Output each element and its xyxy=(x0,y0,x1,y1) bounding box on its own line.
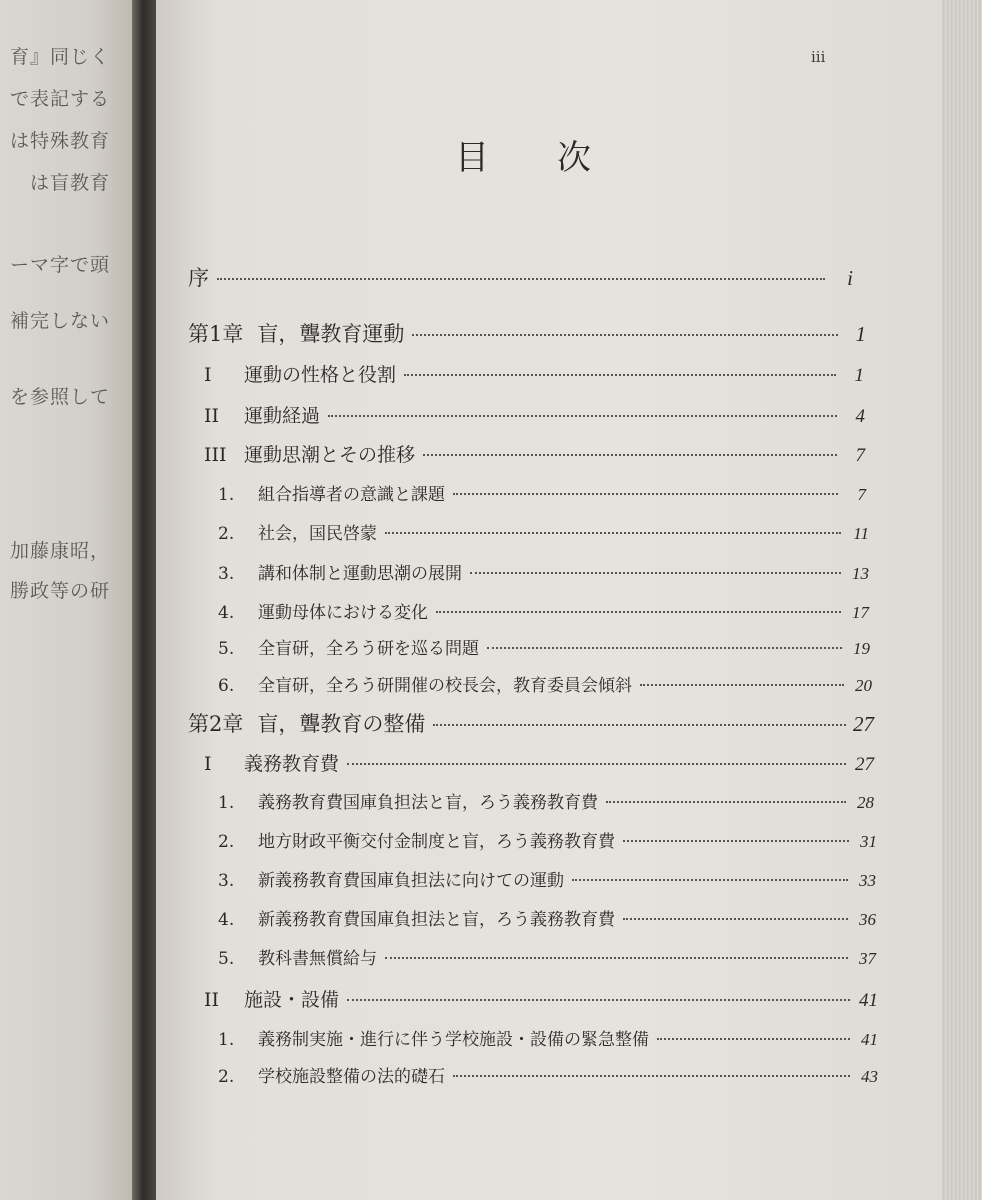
item-title: 新義務教育費国庫負担法に向けての運動 xyxy=(258,871,564,891)
left-page-line: 勝政等の研 xyxy=(9,580,110,602)
page-number: iii xyxy=(811,48,826,66)
dot-leader xyxy=(453,1075,850,1077)
section-title: 運動の性格と役割 xyxy=(244,364,397,386)
item-title: 組合指導者の意識と課題 xyxy=(258,485,445,505)
item-title: 社会，国民啓蒙 xyxy=(258,524,377,544)
item-title: 教科書無償給与 xyxy=(258,949,377,969)
item-number: 6. xyxy=(218,676,235,696)
dot-leader xyxy=(657,1038,850,1040)
item-title: 新義務教育費国庫負担法と盲，ろう義務教育費 xyxy=(258,910,615,930)
book-gutter xyxy=(132,0,156,1200)
toc-title: 目次 xyxy=(455,138,659,178)
toc-page-number: 13 xyxy=(852,564,869,583)
toc-page-number: i xyxy=(847,266,853,290)
item-title: 講和体制と運動思潮の展開 xyxy=(258,564,462,584)
item-number: 2. xyxy=(218,832,235,852)
item-number: 3. xyxy=(218,564,235,584)
toc-item xyxy=(218,866,876,891)
toc-page-number: 31 xyxy=(860,832,877,851)
dot-leader xyxy=(453,493,838,495)
section-number: II xyxy=(204,405,220,427)
item-title: 義務教育費国庫負担法と盲，ろう義務教育費 xyxy=(258,793,598,813)
dot-leader xyxy=(404,374,836,376)
item-number: 5. xyxy=(218,639,235,659)
toc-page-number: 27 xyxy=(853,712,874,736)
toc-page-number: 43 xyxy=(861,1067,878,1086)
toc-item xyxy=(218,788,874,813)
toc-section xyxy=(204,360,864,387)
toc-page-number: 33 xyxy=(859,871,876,890)
item-number: 4. xyxy=(218,910,235,930)
item-title: 学校施設整備の法的礎石 xyxy=(258,1067,445,1087)
item-number: 2. xyxy=(218,524,235,544)
left-facing-page xyxy=(0,0,132,1200)
section-title: 運動思潮とその推移 xyxy=(244,444,416,466)
toc-page-number: 1 xyxy=(854,365,864,386)
toc-item xyxy=(218,634,870,659)
toc-item xyxy=(218,519,869,544)
item-number: 3. xyxy=(218,871,235,891)
chapter-number: 第2章 xyxy=(188,712,244,736)
dot-leader xyxy=(347,763,846,765)
dot-leader xyxy=(470,572,841,574)
toc-page-number: 17 xyxy=(852,603,869,622)
toc-item xyxy=(218,827,877,852)
item-number: 1. xyxy=(218,485,235,505)
dot-leader xyxy=(640,684,844,686)
dot-leader xyxy=(423,454,837,456)
toc-chapter xyxy=(188,708,874,738)
chapter-title: 盲，聾教育の整備 xyxy=(257,712,426,736)
dot-leader xyxy=(347,999,850,1001)
section-number: III xyxy=(204,444,227,466)
page-edges xyxy=(942,0,982,1200)
dot-leader xyxy=(217,278,825,280)
item-number: 4. xyxy=(218,603,235,623)
dot-leader xyxy=(328,415,837,417)
item-number: 1. xyxy=(218,793,235,813)
toc-item xyxy=(218,480,866,505)
left-page-line: は特殊教育 xyxy=(9,130,110,152)
item-number: 2. xyxy=(218,1067,235,1087)
toc-page-number: 7 xyxy=(857,485,866,504)
item-title: 運動母体における変化 xyxy=(258,603,428,623)
toc-entry-preface xyxy=(188,262,853,292)
toc-chapter xyxy=(188,318,866,348)
toc-page-number: 41 xyxy=(861,1030,878,1049)
item-title: 義務制実施・進行に伴う学校施設・設備の緊急整備 xyxy=(258,1030,649,1050)
item-title: 全盲研，全ろう研を巡る問題 xyxy=(258,639,479,659)
section-number: II xyxy=(204,989,220,1011)
chapter-number: 第1章 xyxy=(188,322,244,346)
toc-page-number: 41 xyxy=(859,990,878,1011)
item-title: 全盲研，全ろう研開催の校長会，教育委員会傾斜 xyxy=(258,676,632,696)
dot-leader xyxy=(487,647,842,649)
toc-page-number: 27 xyxy=(855,754,874,775)
toc-page-number: 20 xyxy=(855,676,872,695)
toc-page-number: 11 xyxy=(853,524,869,543)
item-number: 5. xyxy=(218,949,235,969)
toc-item xyxy=(218,944,876,969)
item-title: 地方財政平衡交付金制度と盲，ろう義務教育費 xyxy=(258,832,615,852)
item-number: 1. xyxy=(218,1030,235,1050)
left-page-line: で表記する xyxy=(9,88,110,110)
left-page-line: 育』同じく xyxy=(9,46,110,68)
toc-page-number: 19 xyxy=(853,639,870,658)
toc-section xyxy=(204,401,865,428)
left-page-line: 補完しない xyxy=(9,310,110,332)
section-number: I xyxy=(204,364,212,386)
section-title: 義務教育費 xyxy=(244,753,340,775)
left-page-line: ーマ字で頭 xyxy=(9,254,110,276)
toc-section xyxy=(204,985,878,1012)
left-page-line: は盲教育 xyxy=(29,172,110,194)
toc-entry-label: 序 xyxy=(188,266,209,290)
dot-leader xyxy=(385,957,848,959)
left-page-line: を参照して xyxy=(9,386,110,408)
dot-leader xyxy=(412,334,838,336)
section-title: 運動経過 xyxy=(244,405,321,427)
dot-leader xyxy=(623,918,848,920)
toc-section xyxy=(204,749,874,776)
section-title: 施設・設備 xyxy=(244,989,340,1011)
dot-leader xyxy=(623,840,849,842)
toc-page-number: 1 xyxy=(855,322,866,346)
dot-leader xyxy=(385,532,841,534)
toc-item xyxy=(218,1062,878,1087)
toc-item xyxy=(218,671,872,696)
toc-item xyxy=(218,598,869,623)
toc-page-number: 36 xyxy=(859,910,876,929)
dot-leader xyxy=(606,801,846,803)
left-page-line: 加藤康昭， xyxy=(9,540,110,562)
dot-leader xyxy=(433,724,846,726)
toc-item xyxy=(218,1025,878,1050)
dot-leader xyxy=(436,611,841,613)
dot-leader xyxy=(572,879,848,881)
toc-item xyxy=(218,559,869,584)
toc-page-number: 4 xyxy=(855,406,865,427)
chapter-title: 盲，聾教育運動 xyxy=(257,322,405,346)
toc-page-number: 28 xyxy=(857,793,874,812)
toc-page-number: 7 xyxy=(855,445,865,466)
toc-item xyxy=(218,905,876,930)
toc-section xyxy=(204,440,865,467)
section-number: I xyxy=(204,753,212,775)
toc-page-number: 37 xyxy=(859,949,876,968)
